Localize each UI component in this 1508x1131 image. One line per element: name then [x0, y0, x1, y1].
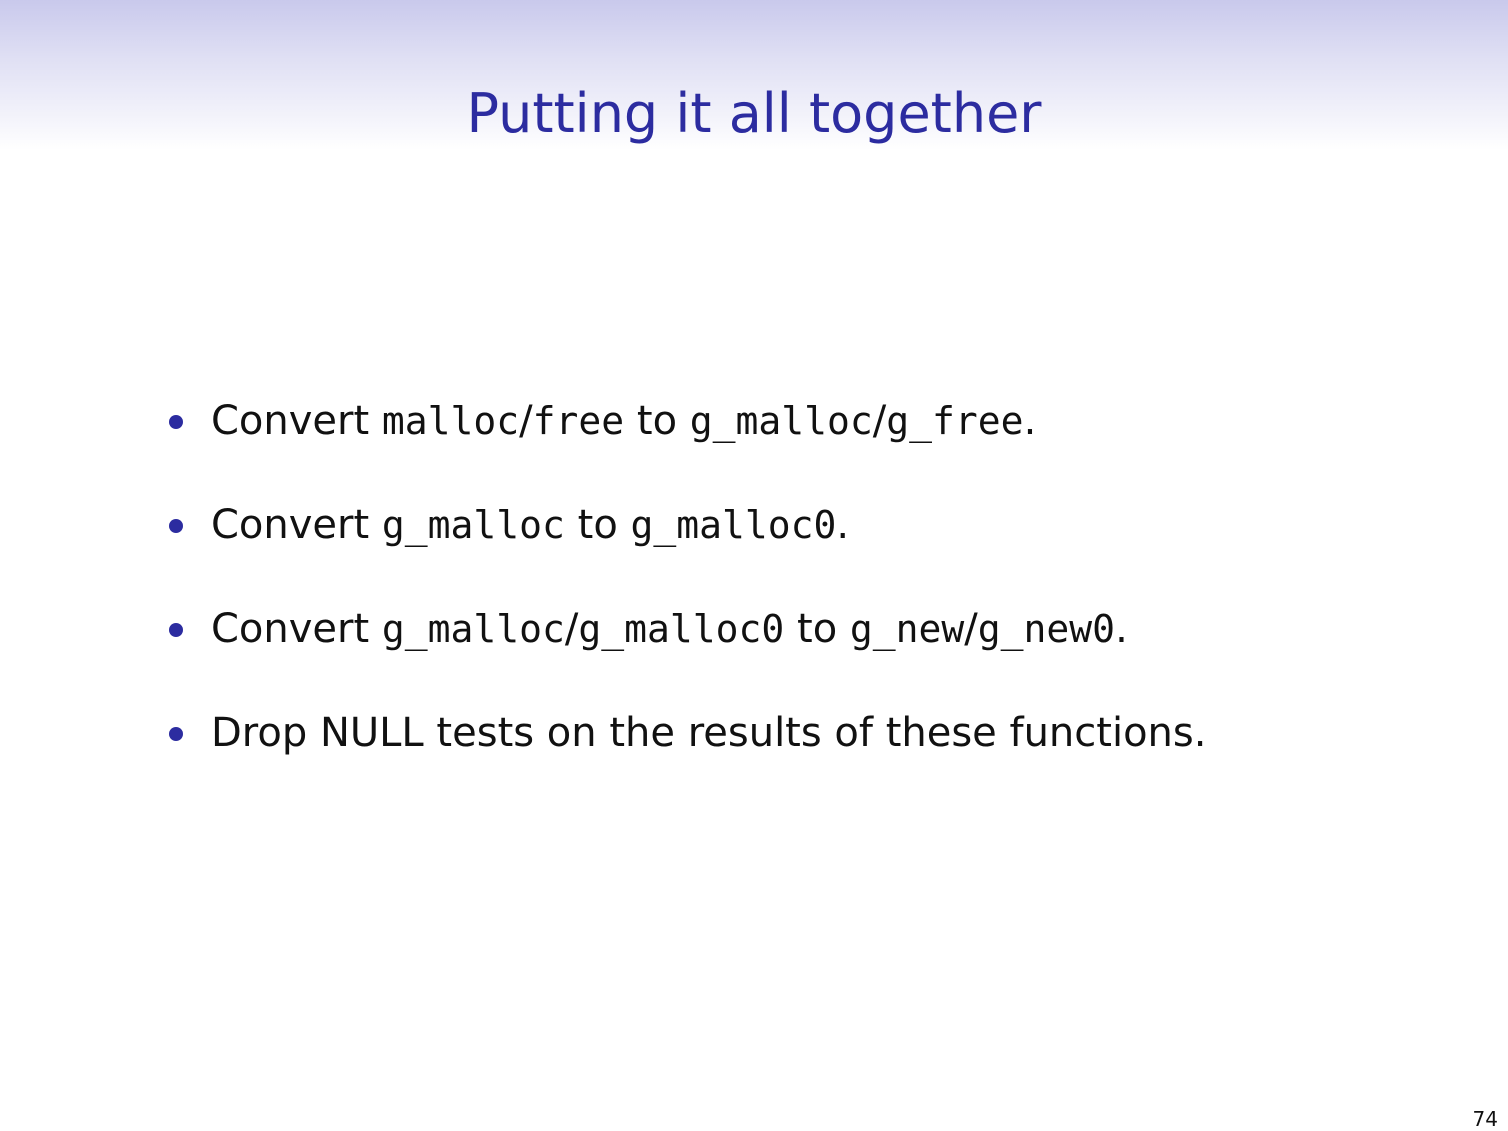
- bullet-segment: to: [624, 398, 690, 444]
- bullet-segment: to: [784, 606, 850, 652]
- page-number: 74: [1472, 1107, 1498, 1131]
- bullet-text: [211, 494, 849, 556]
- bullet-dot-icon: [169, 727, 183, 741]
- bullet-text: [211, 598, 1128, 660]
- code-segment: g_malloc0: [578, 607, 785, 651]
- code-segment: g_new: [849, 607, 965, 651]
- bullet-segment: .: [1115, 606, 1128, 652]
- bullet-item: [165, 494, 1365, 598]
- code-segment: malloc: [381, 399, 520, 443]
- code-segment: g_free: [886, 399, 1024, 443]
- bullet-segment: /: [964, 606, 978, 652]
- bullet-list: [165, 390, 1365, 806]
- bullet-segment: .: [1023, 398, 1037, 444]
- bullet-item: [165, 598, 1365, 702]
- code-segment: g_malloc0: [630, 503, 837, 547]
- bullet-segment: Convert: [211, 398, 382, 444]
- bullet-segment: /: [872, 398, 887, 444]
- slide-title: Putting it all together: [466, 82, 1042, 145]
- bullet-segment: /: [564, 606, 579, 652]
- bullet-segment: Convert: [211, 606, 382, 652]
- bullet-segment: /: [519, 398, 533, 444]
- bullet-item: [165, 702, 1365, 806]
- bullet-dot-icon: [169, 519, 183, 533]
- bullet-text: [211, 702, 1206, 764]
- bullet-segment: to: [564, 502, 631, 548]
- bullet-dot-icon: [169, 415, 183, 429]
- code-segment: g_malloc: [381, 503, 565, 547]
- code-segment: g_malloc: [381, 607, 565, 651]
- bullet-dot-icon: [169, 623, 183, 637]
- code-segment: free: [532, 399, 625, 443]
- bullet-segment: .: [836, 502, 850, 548]
- bullet-item: [165, 390, 1365, 494]
- bullet-segment: Convert: [211, 502, 382, 548]
- bullet-segment: Drop NULL tests on the results of these functions.: [211, 710, 1207, 756]
- code-segment: g_new0: [977, 607, 1116, 651]
- bullet-text: [211, 390, 1036, 452]
- code-segment: g_malloc: [689, 399, 873, 443]
